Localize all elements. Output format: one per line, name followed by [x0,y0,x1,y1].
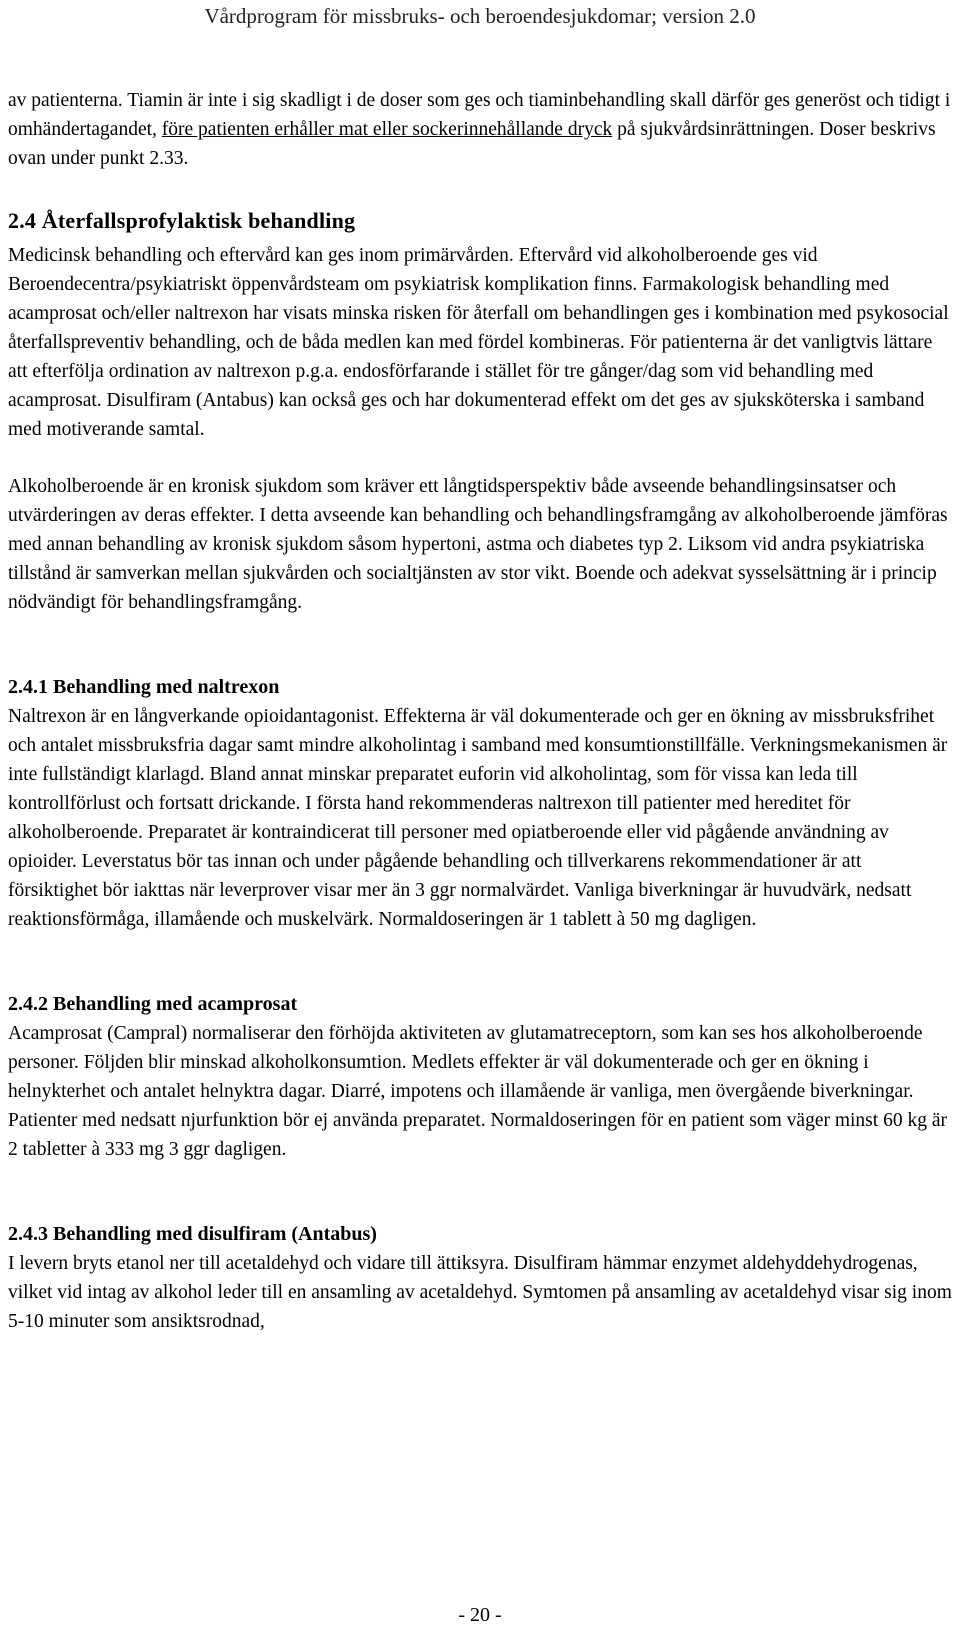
heading-2-4-1: 2.4.1 Behandling med naltrexon [8,676,280,698]
page-header: Vårdprogram för missbruks- och beroendesjukdomar; version 2.0 [204,4,756,28]
paragraph-2-4-1: Naltrexon är en långverkande opioidantagonist. Effekterna är väl dokumenterade och ger en ökning av missbruksfrihet och antalet missbruksfria dagar samt mindre alkoholintag i samband med konsumtionstillfälle. Verkningsmekanismen är inte fullständigt klarlagd. Bland annat minskar preparatet euforin vid alkoholintag, som för vissa kan leda till kontrollförlust och fortsatt drickande. I första hand rekommenderas naltrexon till patienter med hereditet för alkoholberoende. Preparatet är kontraindicerat till personer med opiatberoende eller vid pågående användning av opioider. Leverstatus bör tas innan och under pågående behandling och tillverkarens rekommendationer är att försiktighet bör iakttas när leverprover visar mer än 3 ggr normalvärdet. Vanliga biverkningar är huvudvärk, nedsatt reaktionsförmåga, illamående och muskelvärk. Normaldoseringen är 1 tablett à 50 mg dagligen. [8,706,948,930]
heading-2-4: 2.4 Återfallsprofylaktisk behandling [8,208,356,233]
intro-paragraph [8,86,953,173]
heading-2-4-3: 2.4.3 Behandling med disulfiram (Antabus) [8,1223,377,1245]
paragraph-2-4-2: Acamprosat (Campral) normaliserar den förhöjda aktiviteten av glutamatreceptorn, som kan ses hos alkoholberoende personer. Följden blir minskad alkoholkonsumtion. Medlets effekter är väl dokumenterade och ger en ökning i helnykterhet och antalet helnyktra dagar. Diarré, impotens och illamående är vanliga, men övergående biverkningar. Patienter med nedsatt njurfunktion bör ej använda preparatet. Normaldoseringen för en patient som väger minst 60 kg är 2 tabletter à 333 mg 3 ggr dagligen. [8,1023,947,1160]
heading-2-4-2: 2.4.2 Behandling med acamprosat [8,993,298,1015]
paragraph-2-4-b: Alkoholberoende är en kronisk sjukdom som kräver ett långtidsperspektiv både avseende behandlingsinsatser och utvärderingen av deras effekter. I detta avseende kan behandling och behandlingsframgång av alkoholberoende jämföras med annan behandling av kronisk sjukdom såsom hypertoni, astma och diabetes typ 2. Liksom vid andra psykiatriska tillstånd är samverkan mellan sjukvården och socialtjänsten av stor vikt. Boende och adekvat sysselsättning är i princip nödvändigt för behandlingsframgång. [8,476,948,613]
paragraph-2-4-a: Medicinsk behandling och eftervård kan ges inom primärvården. Eftervård vid alkoholberoende ges vid Beroendecentra/psykiatriskt öppenvårdsteam om psykiatrisk komplikation finns. Farmakologisk behandling med acamprosat och/eller naltrexon har visats minska risken för återfall om behandlingen ges i kombination med psykosocial återfallspreventiv behandling, och de båda medlen kan med fördel kombineras. För patienterna är det vanligtvis lättare att efterfölja ordination av naltrexon p.g.a. endosförfarande i stället för tre gånger/dag som vid behandling med acamprosat. Disulfiram (Antabus) kan också ges och har dokumenterad effekt om det ges av sjuksköterska i samband med motiverande samtal. [8,245,949,440]
intro-text-1: av patienterna. Tiamin är inte i sig skadligt i de doser som ges och tiaminbehandling skall därför ges generöst och tidigt i omhändertagandet, [8,90,951,140]
page-number: - 20 - [458,1604,502,1626]
intro-underlined-text: före patienten erhåller mat eller sockerinnehållande dryck [161,119,613,140]
paragraph-2-4-3: I levern bryts etanol ner till acetaldehyd och vidare till ättiksyra. Disulfiram hämmar enzymet aldehyddehydrogenas, vilket vid intag av alkohol leder till en ansamling av acetaldehyd. Symtomen på ansamling av acetaldehyd visar sig inom 5-10 minuter som ansiktsrodnad, [8,1253,952,1332]
document-body [8,86,953,1336]
intro-text-2: på sjukvårdsinrättningen. Doser beskrivs ovan under punkt 2.33. [8,119,936,169]
